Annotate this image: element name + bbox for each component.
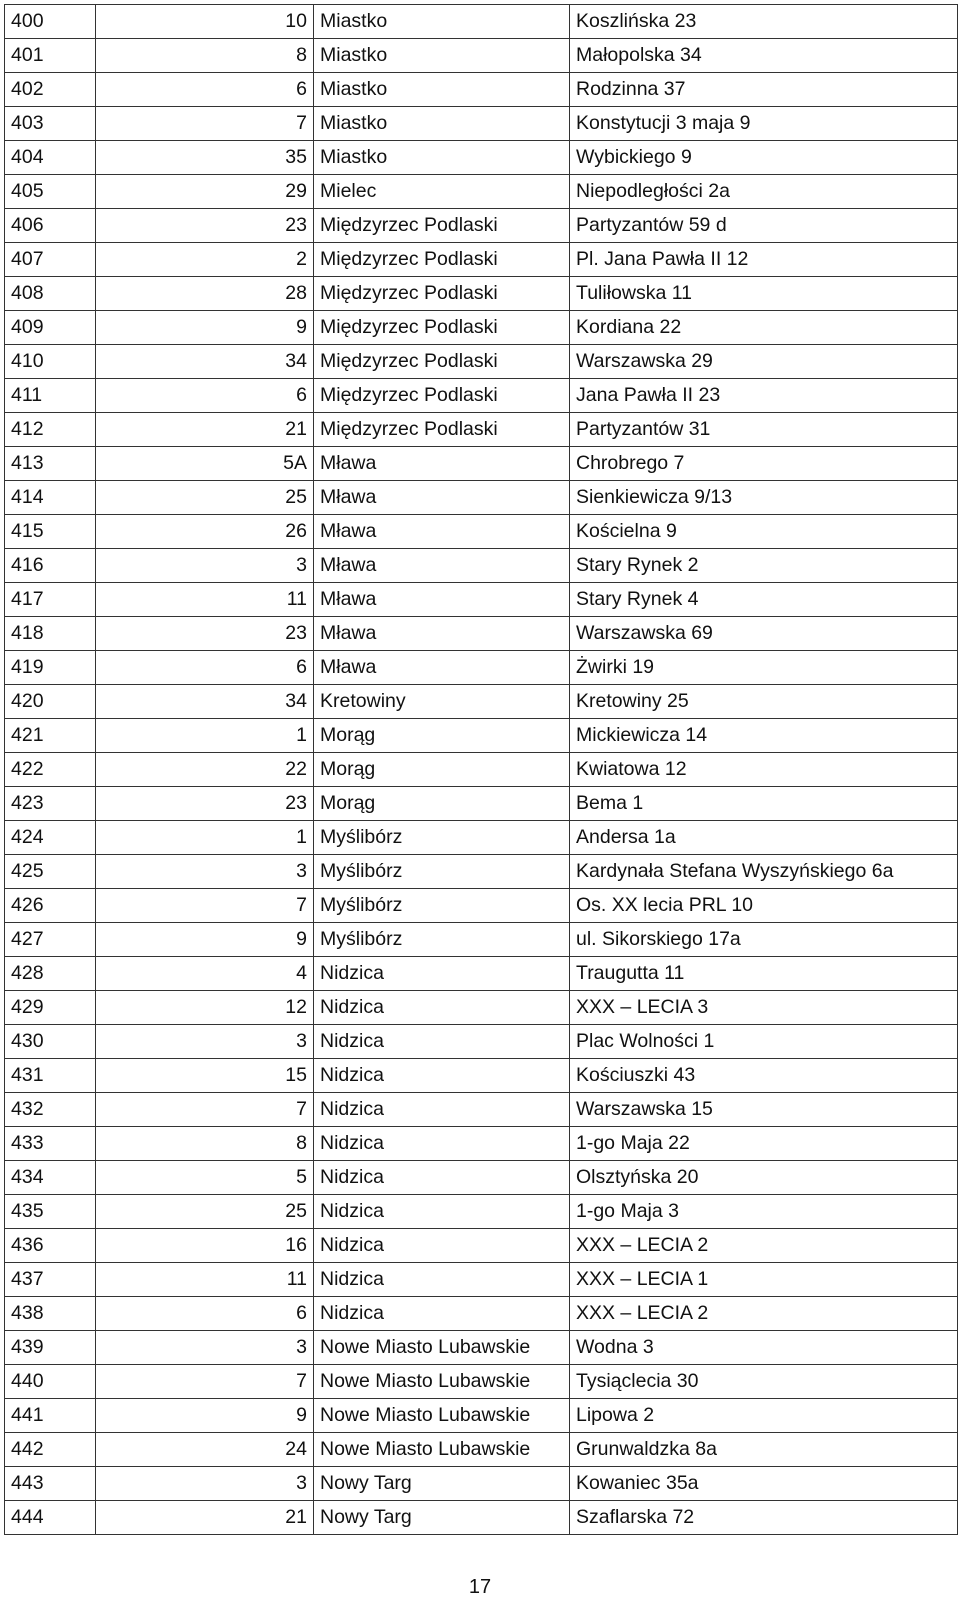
row-address-cell: Warszawska 29 [570, 345, 958, 379]
row-number-cell: 6 [96, 651, 314, 685]
row-city-cell: Myślibórz [314, 821, 570, 855]
table-row [5, 243, 958, 277]
row-number-cell: 11 [96, 583, 314, 617]
row-id-cell: 401 [5, 39, 96, 73]
row-address-cell: Kościelna 9 [570, 515, 958, 549]
row-id-cell: 406 [5, 209, 96, 243]
row-city-cell: Nowe Miasto Lubawskie [314, 1365, 570, 1399]
row-number-cell: 6 [96, 379, 314, 413]
row-number-cell: 26 [96, 515, 314, 549]
row-address-cell: Stary Rynek 2 [570, 549, 958, 583]
row-city-cell: Nidzica [314, 957, 570, 991]
row-city-cell: Międzyrzec Podlaski [314, 413, 570, 447]
row-id-cell: 432 [5, 1093, 96, 1127]
row-id-cell: 437 [5, 1263, 96, 1297]
row-city-cell: Mława [314, 447, 570, 481]
table-row [5, 1365, 958, 1399]
row-number-cell: 7 [96, 889, 314, 923]
row-city-cell: Międzyrzec Podlaski [314, 277, 570, 311]
row-number-cell: 5A [96, 447, 314, 481]
row-number-cell: 9 [96, 1399, 314, 1433]
row-city-cell: Nidzica [314, 991, 570, 1025]
table-row [5, 1195, 958, 1229]
table-row [5, 753, 958, 787]
row-id-cell: 422 [5, 753, 96, 787]
table-row [5, 379, 958, 413]
row-city-cell: Miastko [314, 141, 570, 175]
row-address-cell: Stary Rynek 4 [570, 583, 958, 617]
row-id-cell: 416 [5, 549, 96, 583]
row-address-cell: ul. Sikorskiego 17a [570, 923, 958, 957]
row-id-cell: 420 [5, 685, 96, 719]
table-row [5, 957, 958, 991]
row-address-cell: Jana Pawła II 23 [570, 379, 958, 413]
table-row [5, 889, 958, 923]
row-id-cell: 404 [5, 141, 96, 175]
row-address-cell: Partyzantów 59 d [570, 209, 958, 243]
row-city-cell: Morąg [314, 787, 570, 821]
row-city-cell: Nowe Miasto Lubawskie [314, 1331, 570, 1365]
row-number-cell: 5 [96, 1161, 314, 1195]
row-id-cell: 444 [5, 1501, 96, 1535]
row-number-cell: 1 [96, 821, 314, 855]
row-address-cell: XXX – LECIA 1 [570, 1263, 958, 1297]
row-city-cell: Nowy Targ [314, 1467, 570, 1501]
row-id-cell: 438 [5, 1297, 96, 1331]
row-number-cell: 23 [96, 209, 314, 243]
row-id-cell: 436 [5, 1229, 96, 1263]
table-row [5, 787, 958, 821]
row-id-cell: 413 [5, 447, 96, 481]
table-row [5, 855, 958, 889]
row-address-cell: Kościuszki 43 [570, 1059, 958, 1093]
row-number-cell: 21 [96, 413, 314, 447]
row-address-cell: Kordiana 22 [570, 311, 958, 345]
row-city-cell: Myślibórz [314, 855, 570, 889]
row-city-cell: Mława [314, 515, 570, 549]
row-city-cell: Nidzica [314, 1161, 570, 1195]
row-address-cell: Wodna 3 [570, 1331, 958, 1365]
table-row [5, 1093, 958, 1127]
row-number-cell: 34 [96, 345, 314, 379]
row-address-cell: Kowaniec 35a [570, 1467, 958, 1501]
row-address-cell: Koszlińska 23 [570, 5, 958, 39]
row-address-cell: Os. XX lecia PRL 10 [570, 889, 958, 923]
row-id-cell: 405 [5, 175, 96, 209]
row-address-cell: Plac Wolności 1 [570, 1025, 958, 1059]
row-id-cell: 434 [5, 1161, 96, 1195]
row-city-cell: Międzyrzec Podlaski [314, 379, 570, 413]
row-address-cell: Kretowiny 25 [570, 685, 958, 719]
row-number-cell: 28 [96, 277, 314, 311]
table-row [5, 1399, 958, 1433]
row-address-cell: Żwirki 19 [570, 651, 958, 685]
row-id-cell: 403 [5, 107, 96, 141]
row-address-cell: Tuliłowska 11 [570, 277, 958, 311]
row-address-cell: XXX – LECIA 3 [570, 991, 958, 1025]
row-address-cell: Warszawska 69 [570, 617, 958, 651]
table-row [5, 39, 958, 73]
row-id-cell: 418 [5, 617, 96, 651]
row-id-cell: 423 [5, 787, 96, 821]
row-address-cell: Sienkiewicza 9/13 [570, 481, 958, 515]
table-row [5, 1433, 958, 1467]
row-city-cell: Nidzica [314, 1263, 570, 1297]
row-id-cell: 426 [5, 889, 96, 923]
row-number-cell: 3 [96, 1025, 314, 1059]
row-number-cell: 8 [96, 39, 314, 73]
row-address-cell: 1-go Maja 22 [570, 1127, 958, 1161]
page-number: 17 [468, 1576, 492, 1598]
table-row [5, 73, 958, 107]
row-id-cell: 419 [5, 651, 96, 685]
row-number-cell: 6 [96, 73, 314, 107]
row-city-cell: Nowe Miasto Lubawskie [314, 1433, 570, 1467]
table-row [5, 141, 958, 175]
table-row [5, 549, 958, 583]
row-city-cell: Myślibórz [314, 923, 570, 957]
row-number-cell: 3 [96, 549, 314, 583]
row-number-cell: 1 [96, 719, 314, 753]
row-city-cell: Nidzica [314, 1229, 570, 1263]
table-row [5, 1467, 958, 1501]
table-row [5, 1297, 958, 1331]
row-number-cell: 34 [96, 685, 314, 719]
table-row [5, 583, 958, 617]
row-address-cell: Mickiewicza 14 [570, 719, 958, 753]
table-row [5, 685, 958, 719]
row-city-cell: Nidzica [314, 1127, 570, 1161]
row-city-cell: Mława [314, 549, 570, 583]
row-id-cell: 409 [5, 311, 96, 345]
row-number-cell: 4 [96, 957, 314, 991]
row-city-cell: Nidzica [314, 1297, 570, 1331]
row-address-cell: Małopolska 34 [570, 39, 958, 73]
row-city-cell: Mława [314, 617, 570, 651]
row-number-cell: 21 [96, 1501, 314, 1535]
table-row [5, 481, 958, 515]
row-number-cell: 6 [96, 1297, 314, 1331]
row-number-cell: 35 [96, 141, 314, 175]
row-number-cell: 9 [96, 923, 314, 957]
row-city-cell: Mława [314, 583, 570, 617]
row-number-cell: 12 [96, 991, 314, 1025]
row-number-cell: 15 [96, 1059, 314, 1093]
row-id-cell: 431 [5, 1059, 96, 1093]
row-number-cell: 23 [96, 617, 314, 651]
row-address-cell: Lipowa 2 [570, 1399, 958, 1433]
location-table-body [5, 5, 958, 1535]
row-id-cell: 412 [5, 413, 96, 447]
table-row [5, 413, 958, 447]
row-number-cell: 7 [96, 107, 314, 141]
table-row [5, 719, 958, 753]
table-row [5, 1161, 958, 1195]
row-id-cell: 439 [5, 1331, 96, 1365]
row-id-cell: 427 [5, 923, 96, 957]
row-id-cell: 407 [5, 243, 96, 277]
row-city-cell: Miastko [314, 73, 570, 107]
row-id-cell: 428 [5, 957, 96, 991]
row-city-cell: Międzyrzec Podlaski [314, 311, 570, 345]
row-number-cell: 29 [96, 175, 314, 209]
table-row [5, 1059, 958, 1093]
table-row [5, 1263, 958, 1297]
row-number-cell: 25 [96, 1195, 314, 1229]
row-number-cell: 23 [96, 787, 314, 821]
row-address-cell: Kardynała Stefana Wyszyńskiego 6a [570, 855, 958, 889]
row-city-cell: Morąg [314, 753, 570, 787]
row-city-cell: Myślibórz [314, 889, 570, 923]
row-id-cell: 408 [5, 277, 96, 311]
row-city-cell: Nidzica [314, 1195, 570, 1229]
table-row [5, 991, 958, 1025]
row-number-cell: 24 [96, 1433, 314, 1467]
row-id-cell: 443 [5, 1467, 96, 1501]
row-number-cell: 16 [96, 1229, 314, 1263]
table-row [5, 311, 958, 345]
row-id-cell: 425 [5, 855, 96, 889]
location-table [4, 4, 958, 1535]
row-id-cell: 433 [5, 1127, 96, 1161]
row-id-cell: 430 [5, 1025, 96, 1059]
table-row [5, 1229, 958, 1263]
row-id-cell: 441 [5, 1399, 96, 1433]
row-city-cell: Nidzica [314, 1093, 570, 1127]
row-address-cell: 1-go Maja 3 [570, 1195, 958, 1229]
row-address-cell: Warszawska 15 [570, 1093, 958, 1127]
table-row [5, 209, 958, 243]
table-row [5, 1501, 958, 1535]
row-id-cell: 402 [5, 73, 96, 107]
row-id-cell: 440 [5, 1365, 96, 1399]
table-row [5, 5, 958, 39]
row-number-cell: 3 [96, 1467, 314, 1501]
row-city-cell: Międzyrzec Podlaski [314, 243, 570, 277]
row-city-cell: Mława [314, 651, 570, 685]
table-row [5, 1025, 958, 1059]
row-address-cell: Konstytucji 3 maja 9 [570, 107, 958, 141]
row-address-cell: Niepodległości 2a [570, 175, 958, 209]
table-row [5, 277, 958, 311]
row-id-cell: 411 [5, 379, 96, 413]
row-number-cell: 9 [96, 311, 314, 345]
row-address-cell: XXX – LECIA 2 [570, 1297, 958, 1331]
row-address-cell: Wybickiego 9 [570, 141, 958, 175]
table-row [5, 175, 958, 209]
row-city-cell: Kretowiny [314, 685, 570, 719]
row-id-cell: 417 [5, 583, 96, 617]
row-id-cell: 424 [5, 821, 96, 855]
row-address-cell: Chrobrego 7 [570, 447, 958, 481]
row-address-cell: Szaflarska 72 [570, 1501, 958, 1535]
row-id-cell: 410 [5, 345, 96, 379]
row-city-cell: Międzyrzec Podlaski [314, 209, 570, 243]
row-city-cell: Miastko [314, 5, 570, 39]
row-address-cell: XXX – LECIA 2 [570, 1229, 958, 1263]
row-address-cell: Pl. Jana Pawła II 12 [570, 243, 958, 277]
row-number-cell: 7 [96, 1365, 314, 1399]
row-address-cell: Rodzinna 37 [570, 73, 958, 107]
row-address-cell: Traugutta 11 [570, 957, 958, 991]
row-address-cell: Kwiatowa 12 [570, 753, 958, 787]
row-number-cell: 2 [96, 243, 314, 277]
table-row [5, 1331, 958, 1365]
row-number-cell: 8 [96, 1127, 314, 1161]
row-address-cell: Partyzantów 31 [570, 413, 958, 447]
table-row [5, 107, 958, 141]
row-id-cell: 429 [5, 991, 96, 1025]
row-city-cell: Nidzica [314, 1025, 570, 1059]
row-id-cell: 400 [5, 5, 96, 39]
row-city-cell: Nowy Targ [314, 1501, 570, 1535]
row-number-cell: 22 [96, 753, 314, 787]
row-number-cell: 3 [96, 1331, 314, 1365]
row-address-cell: Bema 1 [570, 787, 958, 821]
row-address-cell: Grunwaldzka 8a [570, 1433, 958, 1467]
row-city-cell: Mława [314, 481, 570, 515]
table-row [5, 447, 958, 481]
row-number-cell: 3 [96, 855, 314, 889]
row-city-cell: Mielec [314, 175, 570, 209]
row-city-cell: Miastko [314, 39, 570, 73]
row-id-cell: 415 [5, 515, 96, 549]
row-number-cell: 25 [96, 481, 314, 515]
row-city-cell: Nowe Miasto Lubawskie [314, 1399, 570, 1433]
table-row [5, 821, 958, 855]
row-id-cell: 435 [5, 1195, 96, 1229]
row-city-cell: Międzyrzec Podlaski [314, 345, 570, 379]
row-city-cell: Morąg [314, 719, 570, 753]
row-city-cell: Miastko [314, 107, 570, 141]
table-row [5, 923, 958, 957]
table-row [5, 651, 958, 685]
row-city-cell: Nidzica [314, 1059, 570, 1093]
table-row [5, 617, 958, 651]
row-address-cell: Tysiąclecia 30 [570, 1365, 958, 1399]
table-row [5, 345, 958, 379]
row-number-cell: 11 [96, 1263, 314, 1297]
row-id-cell: 442 [5, 1433, 96, 1467]
row-number-cell: 10 [96, 5, 314, 39]
table-row [5, 515, 958, 549]
table-row [5, 1127, 958, 1161]
row-address-cell: Andersa 1a [570, 821, 958, 855]
row-address-cell: Olsztyńska 20 [570, 1161, 958, 1195]
row-id-cell: 414 [5, 481, 96, 515]
row-number-cell: 7 [96, 1093, 314, 1127]
row-id-cell: 421 [5, 719, 96, 753]
